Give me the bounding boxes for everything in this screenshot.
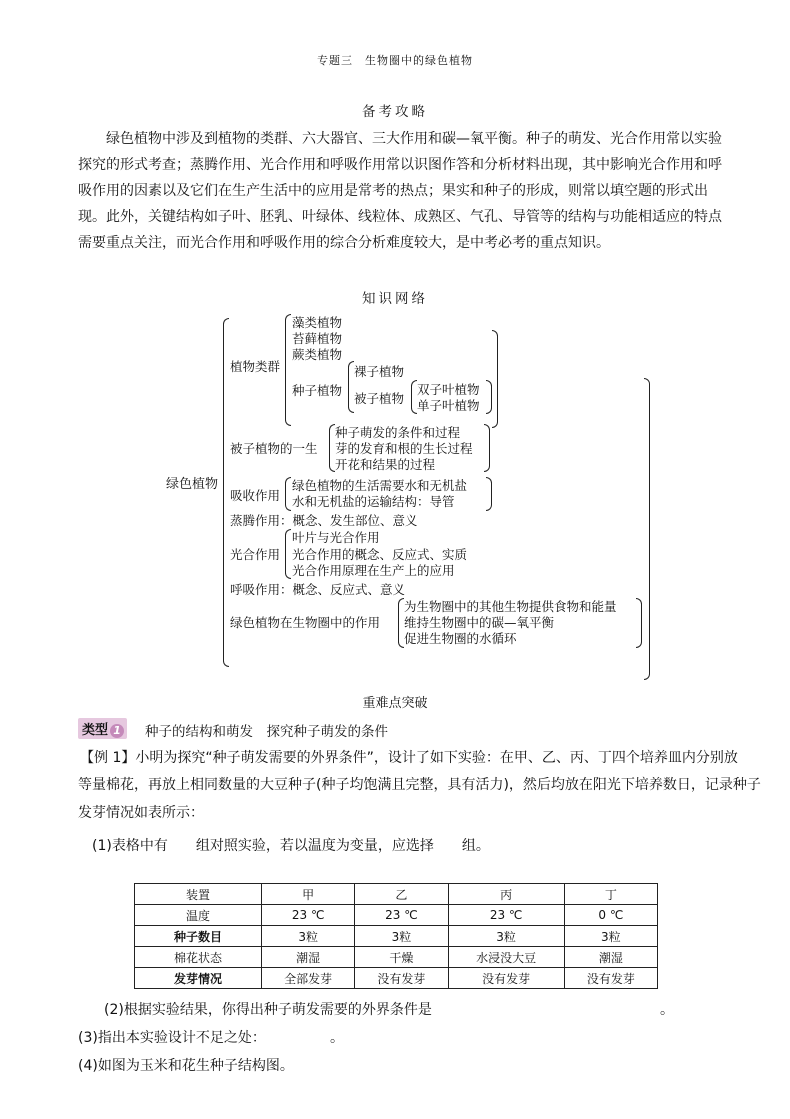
experiment-table — [134, 883, 658, 989]
table-row — [135, 926, 658, 947]
page-header: 专题三 生物圈中的绿色植物 — [317, 54, 473, 67]
role-brace-right — [636, 598, 642, 648]
table-header-cell: 丁 — [564, 884, 657, 905]
root-brace-right — [644, 378, 650, 680]
question-3: (3)指出本实验设计不足之处： — [78, 1030, 266, 1046]
root-brace — [223, 318, 229, 667]
node-lc3: 开花和结果的过程 — [335, 457, 436, 472]
node-r3: 促进生物圈的水循环 — [404, 631, 517, 646]
example-label: 【例 1】 — [80, 750, 136, 766]
photo-brace — [285, 529, 291, 579]
node-resp: 呼吸作用：概念、反应式、意义 — [230, 582, 406, 597]
node-role: 绿色植物在生物圈中的作用 — [230, 615, 381, 630]
type-title: 种子的结构和萌发 探究种子萌发的条件 — [145, 724, 388, 740]
node-fern: 蕨类植物 — [292, 347, 343, 362]
table-cell: 3粒 — [448, 926, 564, 947]
table-cell: 棉花状态 — [135, 947, 262, 968]
question-2: (2)根据实验结果，你得出种子萌发需要的外界条件是 — [104, 1002, 432, 1018]
type-label: 类型 — [82, 723, 109, 738]
table-cell: 潮湿 — [262, 947, 355, 968]
classification-brace-right — [492, 330, 498, 428]
lifecycle-brace-right — [484, 424, 490, 472]
node-absorb: 吸收作用 — [230, 488, 281, 503]
node-photo: 光合作用 — [230, 547, 281, 562]
table-header-row — [135, 884, 658, 905]
table-cell: 3粒 — [262, 926, 355, 947]
table-cell: 潮湿 — [564, 947, 657, 968]
node-lc2: 芽的发育和根的生长过程 — [335, 441, 473, 456]
type-badge — [78, 718, 127, 739]
table-cell: 种子数目 — [135, 926, 262, 947]
node-lifecycle: 被子植物的一生 — [230, 441, 318, 456]
node-ph1: 叶片与光合作用 — [292, 530, 380, 545]
strategy-paragraph — [78, 126, 728, 256]
type-number: 1 — [110, 724, 124, 738]
node-classification: 植物类群 — [230, 359, 281, 374]
node-transp: 蒸腾作用：概念、发生部位、意义 — [230, 513, 418, 528]
node-ph3: 光合作用原理在生产上的应用 — [292, 563, 455, 578]
table-cell: 全部发芽 — [262, 968, 355, 989]
table-cell: 温度 — [135, 905, 262, 926]
absorb-brace-right — [486, 477, 492, 511]
node-moss: 苔藓植物 — [292, 331, 343, 346]
table-cell: 没有发芽 — [355, 968, 448, 989]
node-dicot: 双子叶植物 — [417, 382, 480, 397]
node-r2: 维持生物圈中的碳—氧平衡 — [404, 615, 555, 630]
table-cell: 水浸没大豆 — [448, 947, 564, 968]
table-cell: 干燥 — [355, 947, 448, 968]
table-cell: 23 ℃ — [355, 905, 448, 926]
node-lc1: 种子萌发的条件和过程 — [335, 425, 461, 440]
table-cell: 3粒 — [355, 926, 448, 947]
table-cell: 没有发芽 — [448, 968, 564, 989]
table-row — [135, 947, 658, 968]
absorb-brace — [285, 477, 291, 511]
breakthrough-heading: 重难点突破 — [362, 696, 428, 711]
node-monocot: 单子叶植物 — [417, 398, 480, 413]
table-header-cell: 乙 — [355, 884, 448, 905]
strategy-text: 绿色植物中涉及到植物的类群、六大器官、三大作用和碳—氧平衡。种子的萌发、光合作用常以实验探究的形式考查；蒸腾作用、光合作用和呼吸作用常以识图作答和分析材料出现，其中影响光合作用和呼吸作用的因素以及它们在生产生活中的应用是常考的热点；果实和种子的形成，则常以填空题的形式出现。此外，关键结构如子叶、胚乳、叶绿体、线粒体、成熟区、气孔、导管等的结构与功能相适应的特点需要重点关注，而光合作用和呼吸作用的综合分析难度较大，是中考必考的重点知识。 — [78, 131, 722, 251]
table-header-cell: 装置 — [135, 884, 262, 905]
table-row — [135, 905, 658, 926]
node-ab1: 绿色植物的生活需要水和无机盐 — [292, 478, 468, 493]
table-cell: 发芽情况 — [135, 968, 262, 989]
question-2-end: 。 — [660, 1002, 674, 1018]
node-ph2: 光合作用的概念、反应式、实质 — [292, 547, 468, 562]
table-cell: 没有发芽 — [564, 968, 657, 989]
strategy-heading: 备考攻略 — [362, 104, 428, 120]
table-row — [135, 968, 658, 989]
question-3-end: 。 — [330, 1030, 344, 1046]
node-r1: 为生物圈中的其他生物提供食物和能量 — [404, 599, 617, 614]
table-cell: 23 ℃ — [448, 905, 564, 926]
node-angio: 被子植物 — [354, 391, 405, 406]
node-ab2: 水和无机盐的运输结构：导管 — [292, 494, 455, 509]
classification-brace — [285, 314, 291, 426]
table-cell: 23 ℃ — [262, 905, 355, 926]
node-seed-plants: 种子植物 — [292, 383, 343, 398]
node-gymno: 裸子植物 — [354, 364, 405, 379]
table-header-cell: 丙 — [448, 884, 564, 905]
angio-brace-right — [486, 380, 492, 414]
question-1: (1)表格中有 组对照实验，若以温度为变量，应选择 组。 — [92, 838, 490, 854]
table-cell: 3粒 — [564, 926, 657, 947]
example-line-1 — [80, 747, 738, 767]
table-header-cell: 甲 — [262, 884, 355, 905]
tree-root: 绿色植物 — [166, 477, 219, 492]
question-4: (4)如图为玉米和花生种子结构图。 — [78, 1058, 294, 1074]
example-text-1: 小明为探究“种子萌发需要的外界条件”，设计了如下实验：在甲、乙、丙、丁四个培养皿内分别放 — [135, 750, 738, 766]
example-line-3: 发芽情况如表所示： — [78, 805, 204, 821]
node-algae: 藻类植物 — [292, 315, 343, 330]
example-line-2: 等量棉花，再放上相同数量的大豆种子(种子均饱满且完整，具有活力)，然后均放在阳光下培养数日，记录种子 — [78, 777, 761, 793]
network-heading: 知识网络 — [362, 291, 428, 307]
table-cell: 0 ℃ — [564, 905, 657, 926]
